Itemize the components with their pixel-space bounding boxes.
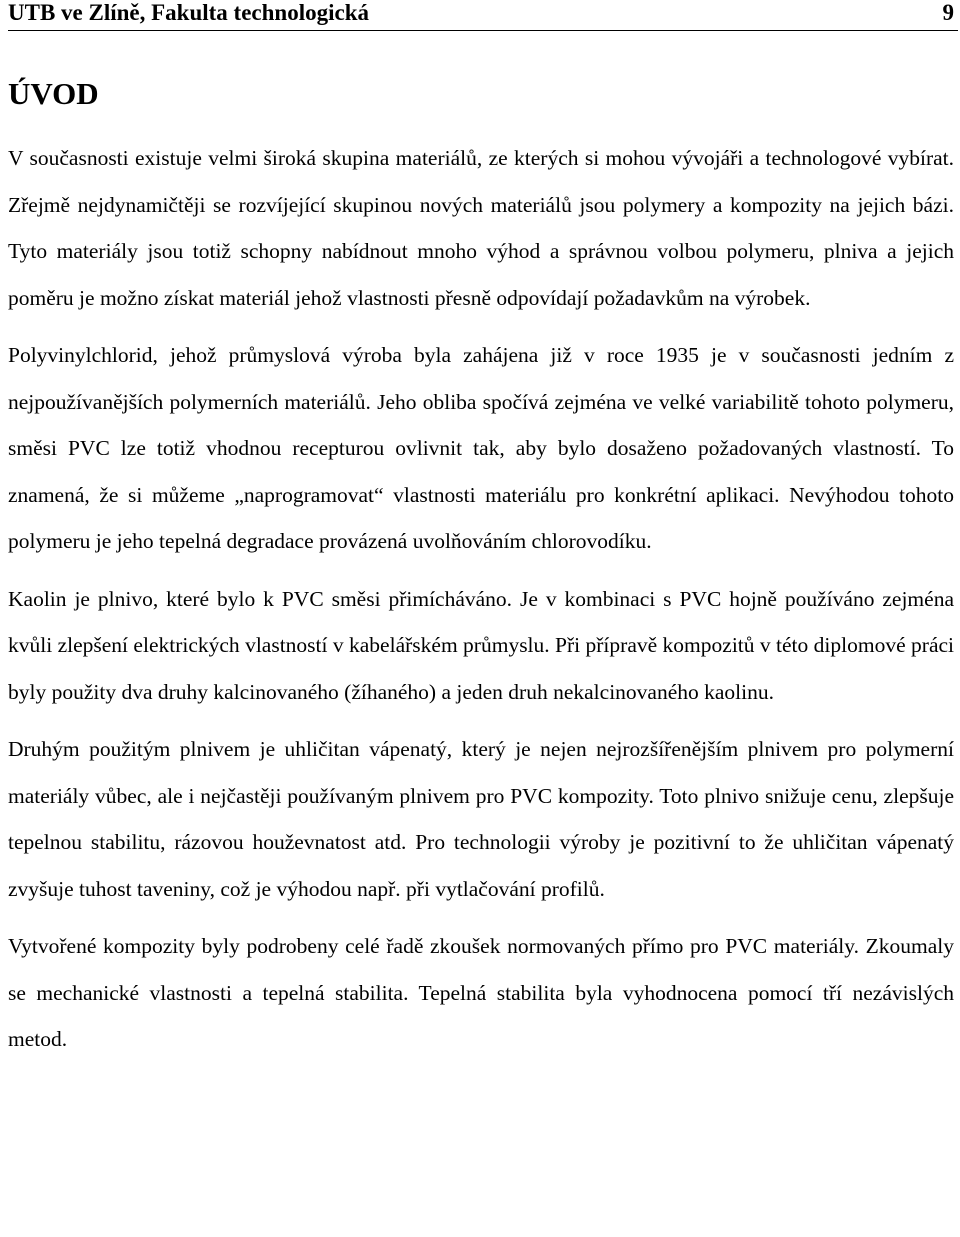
header-page-number: 9 xyxy=(942,0,954,25)
body-text xyxy=(8,135,954,1074)
page-header xyxy=(8,0,958,31)
header-institution: UTB ve Zlíně, Fakulta technologická xyxy=(8,0,369,25)
paragraph-pvc: Polyvinylchlorid, jehož průmyslová výroba byla zahájena již v roce 1935 je v současnosti jedním z nejpoužívanějších polymerních materiálů. Jeho obliba spočívá zejména ve velké variabilitě tohoto polymeru, směsi PVC lze totiž vhodnou recepturou ovlivnit tak, aby bylo dosaženo požadovaných vlastností. To znamená, že si můžeme „naprogramovat“ vlastnosti materiálu pro konkrétní aplikaci. Nevýhodou tohoto polymeru je jeho tepelná degradace provázená uvolňováním chlorovodíku. xyxy=(8,343,954,553)
paragraph-kaolin: Kaolin je plnivo, které bylo k PVC směsi přimícháváno. Je v kombinaci s PVC hojně používáno zejména kvůli zlepšení elektrických vlastností v kabelářském průmyslu. Při přípravě kompozitů v této diplomové práci byly použity dva druhy kalcinovaného (žíhaného) a jeden druh nekalcinovaného kaolinu. xyxy=(8,586,954,704)
paragraph-calcium-carbonate: Druhým použitým plnivem je uhličitan vápenatý, který je nejen nejrozšířenějším plnivem pro polymerní materiály vůbec, ale i nejčastěji používaným plnivem pro PVC kompozity. Toto plnivo snižuje cenu, zlepšuje tepelnou stabilitu, rázovou houževnatost atd. Pro technologii výroby je pozitivní to že uhličitan vápenatý zvyšuje tuhost taveniny, což je výhodou např. při vytlačování profilů. xyxy=(8,737,954,901)
paragraph-intro: V současnosti existuje velmi široká skupina materiálů, ze kterých si mohou vývojáři a technologové vybírat. Zřejmě nejdynamičtěji se rozvíjející skupinou nových materiálů jsou polymery a kompozity na jejich bázi. Tyto materiály jsou totiž schopny nabídnout mnoho výhod a správnou volbou polymeru, plniva a jejich poměru je možno získat materiál jehož vlastnosti přesně odpovídají požadavkům na výrobek. xyxy=(8,146,954,310)
section-title: ÚVOD xyxy=(8,76,99,111)
paragraph-tests: Vytvořené kompozity byly podrobeny celé řadě zkoušek normovaných přímo pro PVC materiály. Zkoumaly se mechanické vlastnosti a tepelná stabilita. Tepelná stabilita byla vyhodnocena pomocí tří nezávislých metod. xyxy=(8,934,954,1051)
